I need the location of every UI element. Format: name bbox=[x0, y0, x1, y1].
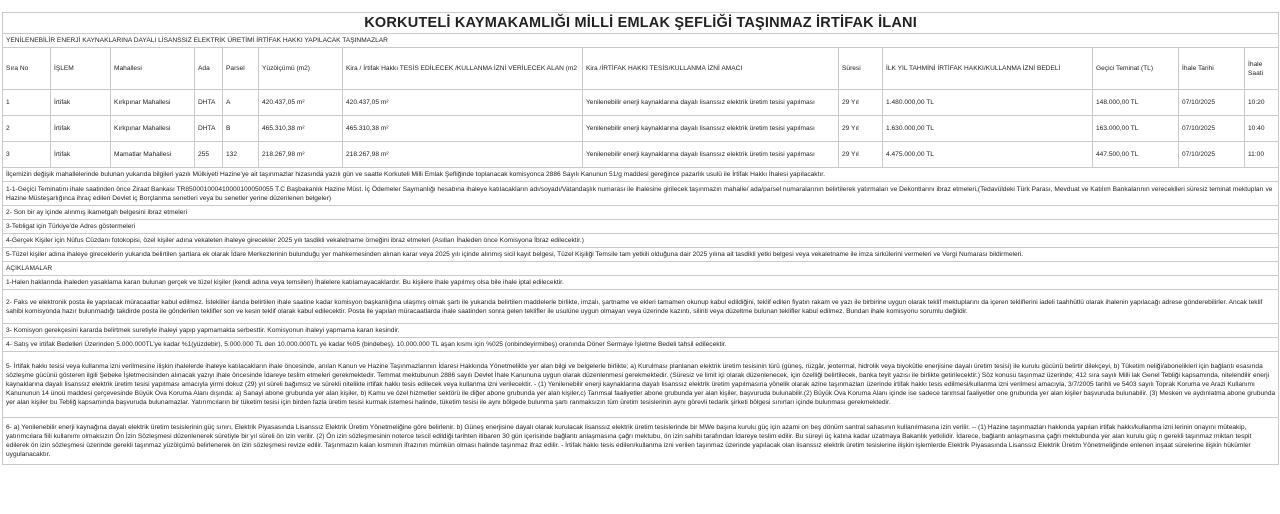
page-title: KORKUTELİ KAYMAKAMLIĞI MİLLİ EMLAK ŞEFLİĞİ TAŞINMAZ İRTİFAK İLANI bbox=[3, 13, 1279, 34]
col-header-suresi: Süresi bbox=[839, 48, 883, 90]
cell-tarih: 07/10/2025 bbox=[1179, 116, 1245, 142]
cell-bedel: 4.475.000,00 TL bbox=[883, 142, 1093, 168]
cell-tarih: 07/10/2025 bbox=[1179, 142, 1245, 168]
cell-amac: Yenilenebilir enerji kaynaklarına dayalı lisanssız elektrik üretim tesisi yapılması bbox=[583, 90, 839, 116]
col-header-ada: Ada bbox=[195, 48, 223, 90]
condition-item-3: 3-Tebligat için Türkiye'de Adres göstermeleri bbox=[3, 220, 1279, 234]
cell-alan: 218.267,98 m² bbox=[343, 142, 583, 168]
cell-alan: 420.437,05 m² bbox=[343, 90, 583, 116]
cell-saat: 10:20 bbox=[1245, 90, 1279, 116]
cell-tarih: 07/10/2025 bbox=[1179, 90, 1245, 116]
condition-item-1: 1-1-Geçici Teminatını ihale saatinden önce Ziraat Bankası TR850001000410000100050055 T.C Başbakanlık Hazine Müst. İç Ödemeler Saymanlığı hesabına ihaleye katılacakların adı/soyadı/Vatandaşlık numarası ile ihalesine girilecek taşınmazın mahalle/ ada/parsel numaralarının belirtilerek yatırmaları ve Dekontlarını ibraz etmeleri,(Tedavüldeki Türk Parası, Mevduat ve Katılım Bankalarının vereceklleri süresiz teminat mektupları ve Hazine Müsteşarlığınca ihraç edilen Devlet iç Borçlanma senetleri veya bu senetler yerine düzenlenen belgeler) bbox=[3, 182, 1279, 206]
explanation-item-4: 4- Satış ve irtifak Bedelleri Üzerinden 5.000.000TL'ye kadar %1(yüzdebir), 5.000.000 TL den 10.000.000TL ye kadar %05 (bindebeş). 10.000.000 TL aşan kısmı için %025 (onbindeyirmibeş) oranında Döner Sermaye İşletme Bedeli tahsil edilecektir. bbox=[3, 338, 1279, 352]
col-header-mahalle: Mahallesi bbox=[111, 48, 195, 90]
explanation-item-6: 6- a) Yenilenebilir enerji kaynağına dayalı elektrik üretim tesislerinin güç sınırı, Elektrik Piyasasında Lisanssız Elektrik Üretim Yönetmeliğine göre belirlenir. b) Güneş enerjisine dayalı olarak kurulacak lisanssız elektrik üretim tesislerinde bir MWe başına kurulu güç için azami on beş dönüm santral sahasının kullanılmasına izin verilir. -- (1) Hazine taşınmazları hakkında yapılan irtifak hakkı/kullanma izni lerinin onayını müteakip, yatırımcılara fiili kullanımı olmaksızın Ön İzin Sözleşmesi düzenlenerek süretiyle bir yıl süreli ön izin verilir. (2) Ön izin sözleşmesinin noterce tescil edildiği tarihten itibaren 30 gün içerisinde bağlantı anlaşmasına çağrı mektubu, ön izin sahibi tarafından İdareye teslim edilir. Bu süreyi üç katına kadar uzatmaya Bakanlık yetkilidir. İdarece, bağlantı anlaşmasına çağrı mektubunda yer alan kurulu güç n gerekli taşınmaz miktarı tespit edilerek ön izin sözleşmesi üzerinde gerekli taşınmaz yüzölçümü belirlenerek ön izin sözleşmesi revize edilir. Taşınmazın kalan kısmının ifrazının mümkün olması halinde taşınmaz ifraz edilir. - İrtifak hakkı tesis edilen/kullanma izni verilen taşınmaz üzerinde yapılacak olan lisanssız elektrik üretim tesislerine ilişkin işlemlerde Elektrik Piyasasında Lisanssız Elektrik Üretim Yönetmeliğinde enlenen inşaat sürelerine ilişkin hükümler uygulanacaktır. bbox=[3, 418, 1279, 465]
col-header-parsel: Parsel bbox=[223, 48, 259, 90]
cell-islem: İrtifak bbox=[51, 90, 111, 116]
col-header-sira: Sıra No bbox=[3, 48, 51, 90]
cell-saat: 10:40 bbox=[1245, 116, 1279, 142]
cell-islem: İrtifak bbox=[51, 116, 111, 142]
notice-document bbox=[2, 12, 1278, 465]
table-row bbox=[3, 142, 1279, 168]
cell-yuzolcumu: 218.267,98 m² bbox=[259, 142, 343, 168]
cell-islem: İrtifak bbox=[51, 142, 111, 168]
section-subtitle: YENİLENEBİLİR ENERJİ KAYNAKLARINA DAYALI LİSANSSIZ ELEKTRİK ÜRETİMİ İRTİFAK HAKKI YAPILACAK TAŞINMAZLAR bbox=[3, 34, 1279, 48]
cell-sira: 1 bbox=[3, 90, 51, 116]
explanation-item-3: 3- Komisyon gerekçesini kararda belirtmek suretiyle ihaleyi yapıp yapmamakta serbesttir. Komisyonun ihaleyi yapmama kararı kesindir. bbox=[3, 324, 1279, 338]
col-header-teminat: Geçici Teminat (TL) bbox=[1093, 48, 1179, 90]
explanations-heading: AÇIKLAMALAR bbox=[3, 262, 1279, 276]
cell-sira: 2 bbox=[3, 116, 51, 142]
cell-mahalle: Kırkpınar Mahallesi bbox=[111, 90, 195, 116]
cell-mahalle: Mamatlar Mahallesi bbox=[111, 142, 195, 168]
header-row bbox=[3, 48, 1279, 90]
table-row bbox=[3, 90, 1279, 116]
cell-bedel: 1.480.000,00 TL bbox=[883, 90, 1093, 116]
cell-sira: 3 bbox=[3, 142, 51, 168]
cell-suresi: 29 Yıl bbox=[839, 90, 883, 116]
explanation-item-5: 5- İrtifak hakkı tesisi veya kullanma izni verilmesine ilişkin ihalelerde ihaleye katılacakların ihale öncesinde, anılan Kanun ve Hazine Taşınmazlarının İdaresi Hakkında Yönetmelikte yer alan bilgi ve belgelerle birlikte; a) Kurulması planlanan elektrik üretim tesisinin türü (güneş, rüzgâr, jeotermal, hidrolik veya biyokütle enerjisine dayalı üretim tesisi) ile kurulu gücünü belirtir dilekçeyi, b) Tüketim neliği/abonelikleri için bağlantı esasında sözleşme gücünü gösteren ilgili Şebeke İşletmecisinden alınacak yazıyı ihale öncesinde İdareye teslim etmeleri gerekmektedir. Temmat mektubunun 2886 sayılı Devlet İhale Kanununa uygun olarak düzenlenmesi gerekmektedir. (Süresiz ve limit içi olarak düzenlenecek, için özelliği belirtilecek, banka teyit yazısı ile birlikte getirilecektir.) Söz konusu taşınmaz üzerinde; 412 sıra sayılı Milli lak Genel Tebliği kapsamında, nitelendilir enerji kaynaklarına dayalı lisanssız elektrik üretim tesisi yapılması amacıyla yirmi dokuz (29) yıl süreli bağımsız ve sürekli nitelikte irtifak hakkı tesis edilecek veya kullanma izni verilecektir. - (1) Yenilenebilir enerji kaynaklarına dayalı lisanssız elektrik üretim yapılmasına yönelik olarak azine taşınmazları üzerinde irtifak hakkı tesis edilmesi/kullanma izni verilmesi amacıyla, 3/7/2005 tarihli ve 5403 sayılı Toprak Koruma ve Arazi Kullanımı Kanununun 14 ünoü maddesi çerçevesinde Büyük Ova Koruma Alanı dışında: a) Sanayi abone grubunda yer alan kişiler, b) Kamu ve özel hizmetler sektörü ile diğer abone grubunda yer alan kişiler,c) Tarımsal faaliyetler abone grubunda yer alan kişiler, başvuruda bulunabilir.(2) Büyük Ova Koruma Alanı içinde ise sadece tarımsal faaliyetler one grubunda yer alan kişiler başvuruda bulunabilir. (3) Mesken ve aydınlatma abone grubunda yer alan kişiler bu Tebliğ kapsamında başvuruda bulunamazlar. Yatırımcıların bir tüketim tesisi için birden fazla üretim tesisi kurmak istemesi halinde, tüketim tesisi ile aynı bölgede bulunma şartı ranmaksızın tüm üretim tesislerinin aynı görevli tedarik şirketi bölgesi sınırları içinde bulunması gerekmektedir. bbox=[3, 352, 1279, 418]
table-row bbox=[3, 116, 1279, 142]
col-header-bedel: İLK YIL TAHMİNİ İRTİFAK HAKKI/KULLANMA İZNİ BEDELİ bbox=[883, 48, 1093, 90]
cell-teminat: 148.000,00 TL bbox=[1093, 90, 1179, 116]
cell-parsel: A bbox=[223, 90, 259, 116]
explanation-item-1: 1-Halen haklarında ihaleden yasaklama kararı bulunan gerçek ve tüzel kişiler (kendi adına veya temsilen) İhalelere katılamayacaklardır. Bu kişilere ihale yapılmış olsa bile ihale iptal edilecektir. bbox=[3, 276, 1279, 290]
cell-ada: DHTA bbox=[195, 116, 223, 142]
condition-item-2: 2- Son bir ay içinde alınmış ikametgah belgesini ibraz etmeleri bbox=[3, 206, 1279, 220]
cell-teminat: 163.000,00 TL bbox=[1093, 116, 1179, 142]
cell-bedel: 1.630.000,00 TL bbox=[883, 116, 1093, 142]
condition-item-5: 5-Tüzel kişiler adına ihaleye gireceklerin yukarıda belirtilen şartlara ek olarak İdare Merkezlerinin bulunduğu yer mahkemesinden alınan karar veya 2025 yılı içinde alınmış sicil kayıt belgesi, Tüzel Kişiliği Temsile tam yetkili olduğuna dair 2025 yılına ait tasdikli yetki belgesi veya vekaletname ile imza sirkülerini vermeleri ve Vergi Numarası bildirmeleri. bbox=[3, 248, 1279, 262]
cell-amac: Yenilenebilir enerji kaynaklarına dayalı lisanssız elektrik üretim tesisi yapılması bbox=[583, 116, 839, 142]
col-header-tarih: İhale Tarihi bbox=[1179, 48, 1245, 90]
condition-item-4: 4-Gerçek Kişiler için Nüfus Cüzdanı fotokopisi, özel kişiler adına vekaleten ihaleye girecekler 2025 yılı tasdikli vekaletname örneğini ibraz etmeleri (Asılları İhaleden önce Komisyona İbraz edilecektir.) bbox=[3, 234, 1279, 248]
col-header-islem: İŞLEM bbox=[51, 48, 111, 90]
cell-amac: Yenilenebilir enerji kaynaklarına dayalı lisanssız elektrik üretim tesisi yapılması bbox=[583, 142, 839, 168]
notice-table bbox=[2, 12, 1279, 465]
cell-ada: 255 bbox=[195, 142, 223, 168]
col-header-amac: Kira /İRTİFAK HAKKI TESİS/KULLANMA İZNİ AMACI bbox=[583, 48, 839, 90]
cell-suresi: 29 Yıl bbox=[839, 142, 883, 168]
cell-mahalle: Kırkpınar Mahallesi bbox=[111, 116, 195, 142]
intro-paragraph: İlçemizin değişik mahallelerinde bulunan yukarıda bilgileri yazılı Mülkiyeti Hazine'ye ait taşınmazlar hizasında yazılı gün ve saatte Korkuteli Milli Emlak Şefliğinde toplanacak komisyonca 2886 Sayılı Kanunun 51/g maddesi gereğince pazarlık usulü ile İrtifak Hakkı İhalesi yapılacaktır. bbox=[3, 168, 1279, 182]
cell-teminat: 447.500,00 TL bbox=[1093, 142, 1179, 168]
cell-parsel: B bbox=[223, 116, 259, 142]
cell-yuzolcumu: 465.310,38 m² bbox=[259, 116, 343, 142]
explanation-item-2: 2- Faks ve elektronik posta ile yapılacak müracaatlar kabul edilmez. İstekliler ilanda belirtilen ihale saatine kadar komisyon başkanlığına ulaşmış olmak şartı ile yukarıda belirtilen maddelerle birlikte, imzalı, şartname ve ekleri tamamen okunup kabul edildiğini, teklif edilen fiyatın rakam ve yazı ile birbirine uygun olarak teklif mektuplarını da içeren tekliflerini iadeli taahhütlü olarak ihalenin yapılacağı adrese gönderebilirler. Ancak teklif sahibi komisyonda hazır bulunmadığı takdirde posta ile gönderilen teklifler son ve kesin teklif olarak kabul edilecektir. Posta ile yapılan müracaatlarda ihale saatinden sonra gelen teklifler ile usulüne uygun olmayan veya üzerinde kazıntı, silinti veya düzeltme bulunan teklifler kabul edilmez. Bundan ihale komisyonu sorumlu değildir. bbox=[3, 290, 1279, 324]
cell-parsel: 132 bbox=[223, 142, 259, 168]
cell-saat: 11:00 bbox=[1245, 142, 1279, 168]
cell-alan: 465.310,38 m² bbox=[343, 116, 583, 142]
col-header-yuzolcumu: Yüzölçümü (m2) bbox=[259, 48, 343, 90]
col-header-alan: Kira / İrtifak Hakkı TESİS EDİLECEK /KULLANMA İZNİ VERİLECEK ALAN (m2 bbox=[343, 48, 583, 90]
cell-yuzolcumu: 420.437,05 m² bbox=[259, 90, 343, 116]
cell-suresi: 29 Yıl bbox=[839, 116, 883, 142]
col-header-saat: İhale Saati bbox=[1245, 48, 1279, 90]
cell-ada: DHTA bbox=[195, 90, 223, 116]
